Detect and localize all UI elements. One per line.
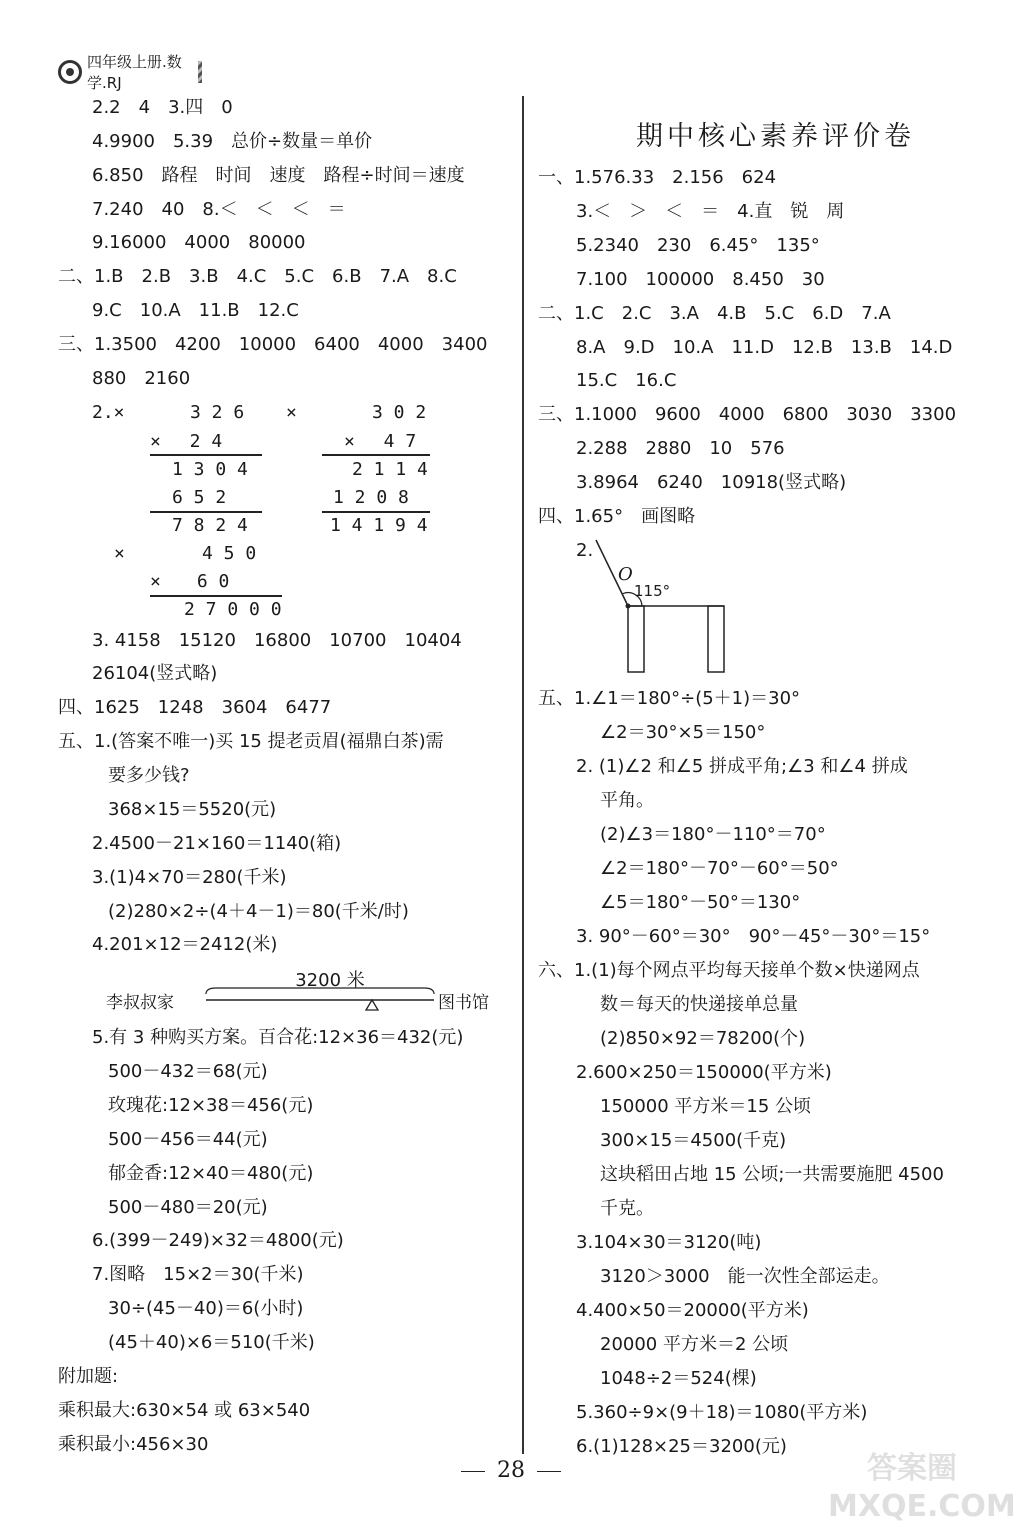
calc-rule (322, 511, 430, 513)
answer-line: 26104(竖式略) (92, 663, 218, 684)
answer-line: 乘积最大:630×54 或 63×540 (58, 1400, 311, 1421)
answer-line: 2.2 4 3.四 0 (92, 97, 233, 118)
page-dash (537, 1471, 561, 1472)
calc-row: 3 0 2 (372, 402, 427, 423)
answer-line: 7.240 40 8.＜ ＜ ＜ ＝ (92, 199, 346, 220)
answer-line: 20000 平方米＝2 公顷 (600, 1334, 789, 1355)
answer-line: 2.600×250＝150000(平方米) (576, 1062, 832, 1083)
answer-line: 5.360÷9×(9＋18)＝1080(平方米) (576, 1402, 868, 1423)
answer-line: 2.288 2880 10 576 (576, 438, 785, 459)
answer-line: 玫瑰花:12×38＝456(元) (108, 1095, 314, 1116)
table-leg-left (628, 606, 644, 672)
calc-row: 2.× (92, 402, 125, 423)
calc-row: 1 2 0 8 (333, 487, 409, 508)
answer-line: 9.16000 4000 80000 (92, 232, 306, 253)
answer-line: 6.850 路程 时间 速度 路程÷时间＝速度 (92, 165, 465, 186)
answer-line: (2)850×92＝78200(个) (600, 1028, 806, 1049)
answer-line: 9.C 10.A 11.B 12.C (92, 300, 299, 321)
angle-label: 115° (634, 582, 671, 600)
calc-rule (150, 595, 282, 597)
marker-triangle (366, 1000, 378, 1010)
answer-line: 附加题: (58, 1366, 119, 1387)
answer-line: 三、1.3500 4200 10000 6400 4000 3400 (58, 334, 488, 355)
answer-line: 6.(1)128×25＝3200(元) (576, 1436, 787, 1457)
answer-line: 880 2160 (92, 368, 191, 389)
answer-line: 4.201×12＝2412(米) (92, 934, 278, 955)
answer-line: 四、1.65° 画图略 (538, 506, 696, 527)
watermark-line1: 答案圈 (867, 1451, 957, 1486)
answer-line: 150000 平方米＝15 公顷 (600, 1096, 812, 1117)
answer-line: 乘积最小:456×30 (58, 1434, 209, 1455)
calc-row: × 2 4 (150, 431, 223, 452)
answer-line: 五、1.∠1＝180°÷(5＋1)＝30° (538, 688, 801, 709)
answer-line: 一、1.576.33 2.156 624 (538, 167, 777, 188)
answer-line: 4.9900 5.39 总价÷数量＝单价 (92, 131, 373, 152)
answer-line: 二、1.B 2.B 3.B 4.C 5.C 6.B 7.A 8.C (58, 266, 457, 287)
distance-label: 3200 米 (295, 970, 365, 991)
calc-row: 2 1 1 4 (352, 459, 428, 480)
answer-line: 5.2340 230 6.45° 135° (576, 235, 820, 256)
answer-line: 三、1.1000 9600 4000 6800 3030 3300 (538, 404, 957, 425)
answer-line: ∠2＝30°×5＝150° (600, 722, 766, 743)
calc-row: 6 5 2 (172, 487, 227, 508)
calc-rule (150, 511, 262, 513)
table-leg-right (708, 606, 724, 672)
calc-rule (150, 454, 262, 456)
calc-row: × 4 7 (344, 431, 417, 452)
calc-row: × (114, 543, 125, 564)
calc-row: 4 5 0 (202, 543, 257, 564)
answer-line: 3.8964 6240 10918(竖式略) (576, 472, 847, 493)
answer-line: 千克。 (600, 1198, 654, 1219)
answer-line: 五、1.(答案不唯一)买 15 提老贡眉(福鼎白茶)需 (58, 731, 444, 752)
answer-line: 2.4500－21×160＝1140(箱) (92, 833, 342, 854)
answer-line: 郁金香:12×40＝480(元) (108, 1163, 314, 1184)
watermark-line2: MXQE.COM (828, 1489, 1016, 1524)
answer-line: 3.(1)4×70＝280(千米) (92, 867, 287, 888)
answer-line: 300×15＝4500(千克) (600, 1130, 787, 1151)
distance-diagram (100, 966, 489, 1016)
calc-row: 3 2 6 (190, 402, 245, 423)
answer-line: 30÷(45－40)＝6(小时) (108, 1298, 304, 1319)
answer-line: 二、1.C 2.C 3.A 4.B 5.C 6.D 7.A (538, 303, 891, 324)
answer-line: 7.图略 15×2＝30(千米) (92, 1264, 304, 1285)
book-title: 四年级上册.数学.RJ (84, 51, 198, 93)
answer-line: 2. (576, 540, 594, 561)
answer-line: 500－456＝44(元) (108, 1129, 268, 1150)
book-header (58, 53, 202, 92)
answer-line: 1048÷2＝524(棵) (600, 1368, 757, 1389)
column-divider (522, 96, 524, 1454)
answer-line: 这块稻田占地 15 公顷;一共需要施肥 4500 (600, 1164, 944, 1185)
answer-line: 368×15＝5520(元) (108, 799, 277, 820)
answer-line: 要多少钱? (108, 765, 190, 786)
calc-row: × (286, 402, 297, 423)
calc-rule (322, 454, 430, 456)
answer-line: ∠5＝180°－50°＝130° (600, 892, 801, 913)
logo-target-icon (58, 60, 82, 84)
answer-line: 平角。 (600, 790, 654, 811)
answer-line: 500－432＝68(元) (108, 1061, 268, 1082)
answer-line: 3. 4158 15120 16800 10700 10404 (92, 630, 462, 651)
calc-row: 2 7 0 0 0 (184, 599, 282, 620)
answer-line: 3.104×30＝3120(吨) (576, 1232, 762, 1253)
answer-line: 3.＜ ＞ ＜ ＝ 4.直 锐 周 (576, 201, 845, 222)
answer-line: 4.400×50＝20000(平方米) (576, 1300, 809, 1321)
answer-line: ∠2＝180°－70°－60°＝50° (600, 858, 839, 879)
angle-figure (588, 538, 748, 678)
answer-line: 3120＞3000 能一次性全部运走。 (600, 1266, 890, 1287)
calc-row: 7 8 2 4 (172, 515, 248, 536)
answer-line: 6.(399－249)×32＝4800(元) (92, 1230, 344, 1251)
answer-line: 7.100 100000 8.450 30 (576, 269, 825, 290)
answer-line: 8.A 9.D 10.A 11.D 12.B 13.B 14.D (576, 337, 953, 358)
answer-line: 四、1625 1248 3604 6477 (58, 697, 332, 718)
answer-line: (2)280×2÷(4＋4－1)＝80(千米/时) (108, 901, 409, 922)
start-label: 李叔叔家 (106, 993, 174, 1013)
answer-line: (45＋40)×6＝510(千米) (108, 1332, 315, 1353)
vertex-point (626, 604, 631, 609)
end-label: 图书馆 (438, 993, 489, 1013)
watermark-logo (828, 1450, 1016, 1528)
answer-line: 5.有 3 种购买方案。百合花:12×36＝432(元) (92, 1027, 464, 1048)
answer-line: 2. (1)∠2 和∠5 拼成平角;∠3 和∠4 拼成 (576, 756, 908, 777)
calc-row: 1 3 0 4 (172, 459, 248, 480)
page-dash (461, 1471, 485, 1472)
answer-line: 六、1.(1)每个网点平均每天接单个数×快递网点 (538, 960, 920, 981)
answer-line: 15.C 16.C (576, 370, 677, 391)
calc-row: 1 4 1 9 4 (330, 515, 428, 536)
answer-line: 数＝每天的快递接单总量 (600, 994, 798, 1015)
answer-line: 500－480＝20(元) (108, 1197, 268, 1218)
section-title: 期中核心素养评价卷 (636, 121, 915, 152)
point-label: O (618, 564, 633, 585)
answer-line: (2)∠3＝180°－110°＝70° (600, 824, 826, 845)
calc-row: × 6 0 (150, 571, 230, 592)
logo-band (84, 53, 202, 92)
page-number-text: 28 (497, 1458, 525, 1483)
answer-line: 3. 90°－60°＝30° 90°－45°－30°＝15° (576, 926, 931, 947)
